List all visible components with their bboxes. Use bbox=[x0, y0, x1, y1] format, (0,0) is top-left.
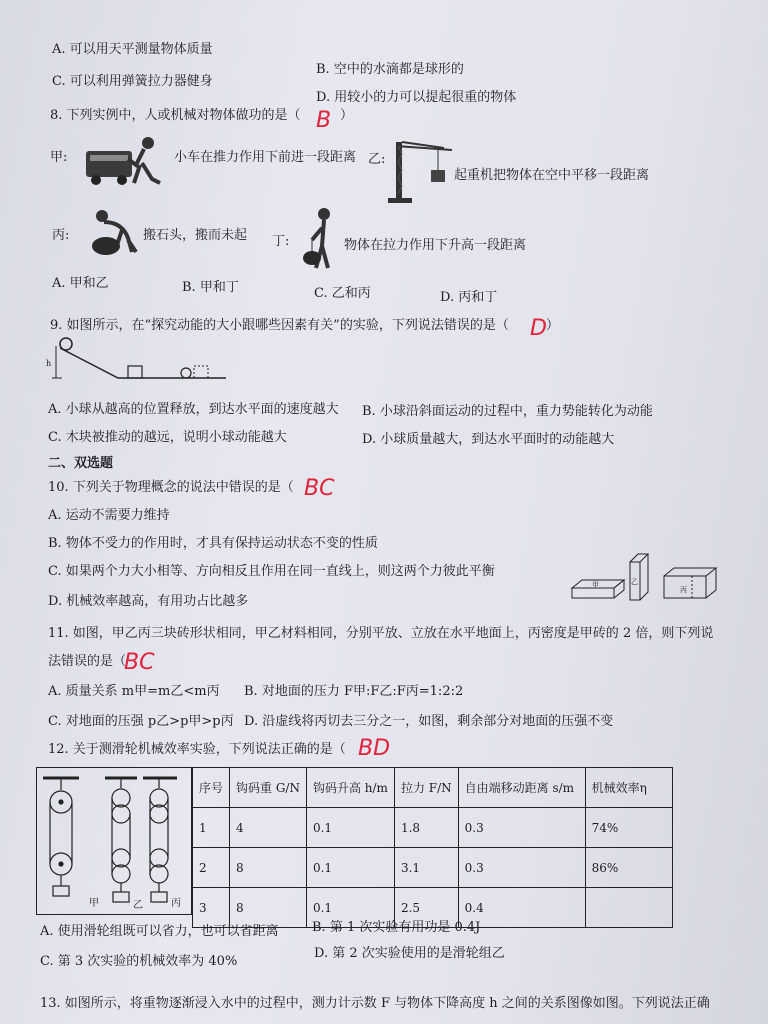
q10-option-b: B. 物体不受力的作用时，才具有保持运动状态不变的性质 bbox=[48, 536, 378, 551]
table-cell: 8 bbox=[230, 848, 307, 888]
ramp-height-label: h bbox=[46, 359, 52, 368]
q12-option-d: D. 第 2 次实验使用的是滑轮组乙 bbox=[314, 946, 505, 961]
q8-option-a: A. 甲和乙 bbox=[52, 276, 109, 291]
q9-handwritten-answer: D bbox=[530, 316, 547, 341]
table-cell: 74% bbox=[585, 808, 672, 848]
q10-handwritten-answer: BC bbox=[304, 476, 335, 501]
q8-ding-label: 丁: bbox=[272, 234, 290, 249]
q8-yi-text: 起重机把物体在空中平移一段距离 bbox=[454, 168, 650, 183]
table-header-row bbox=[193, 768, 673, 808]
q11-stem-line1: 11. 如图，甲乙丙三块砖形状相同，甲乙材料相同，分别平放、立放在水平地面上，丙密度是甲砖的 2 倍，则下列说 bbox=[48, 626, 714, 641]
q10-stem: 10. 下列关于物理概念的说法中错误的是（ bbox=[48, 480, 294, 495]
q9-option-b: B. 小球沿斜面运动的过程中，重力势能转化为动能 bbox=[362, 404, 653, 419]
q7-option-a: A. 可以用天平测量物体质量 bbox=[52, 42, 213, 57]
header-cell: 机械效率η bbox=[585, 768, 672, 808]
q9-close-paren: ） bbox=[546, 318, 560, 333]
q8-handwritten-answer: B bbox=[316, 108, 332, 133]
q8-close-paren: ） bbox=[340, 108, 354, 123]
table-cell: 0.3 bbox=[458, 808, 585, 848]
table-cell: 86% bbox=[585, 848, 672, 888]
q10-option-a: A. 运动不需要力维持 bbox=[48, 508, 170, 523]
q7-option-c: C. 可以利用弹簧拉力器健身 bbox=[52, 74, 213, 89]
brick-yi-label: 乙 bbox=[631, 578, 638, 586]
pulley-label-bing: 丙 bbox=[171, 898, 181, 909]
q11-handwritten-answer: BC bbox=[124, 650, 155, 675]
table-cell: 8 bbox=[230, 888, 307, 928]
q11-option-b: B. 对地面的压力 F甲:F乙:F丙=1:2:2 bbox=[244, 684, 464, 699]
table-cell: 3 bbox=[193, 888, 230, 928]
crane-image bbox=[384, 134, 454, 204]
brick-jia-label: 甲 bbox=[592, 581, 599, 589]
q8-ding-text: 物体在拉力作用下升高一段距离 bbox=[344, 238, 527, 253]
table-cell: 3.1 bbox=[394, 848, 458, 888]
table-cell: 2.5 bbox=[394, 888, 458, 928]
q12-option-b: B. 第 1 次实验有用功是 0.4J bbox=[312, 920, 481, 935]
table-cell: 0.1 bbox=[306, 888, 394, 928]
header-cell: 自由端移动距离 s/m bbox=[458, 768, 585, 808]
table-cell: 2 bbox=[193, 848, 230, 888]
q12-option-a: A. 使用滑轮组既可以省力，也可以省距离 bbox=[40, 924, 279, 939]
q8-stem: 8. 下列实例中，人或机械对物体做功的是（ bbox=[50, 108, 301, 123]
q8-option-c: C. 乙和丙 bbox=[314, 286, 371, 301]
q8-bing-label: 丙: bbox=[52, 228, 70, 243]
q11-option-d: D. 沿虚线将丙切去三分之一，如图，剩余部分对地面的压强不变 bbox=[244, 714, 614, 729]
q12-option-c: C. 第 3 次实验的机械效率为 40% bbox=[40, 954, 238, 969]
section-heading-double-choice: 二、双选题 bbox=[48, 456, 114, 471]
cart-push-image bbox=[82, 135, 172, 187]
header-cell: 序号 bbox=[193, 768, 230, 808]
q8-bing-text: 搬石头，搬而未起 bbox=[143, 228, 248, 243]
q9-stem: 9. 如图所示，在“探究动能的大小跟哪些因素有关”的实验，下列说法错误的是（ bbox=[50, 318, 509, 333]
header-cell: 拉力 F/N bbox=[394, 768, 458, 808]
ramp-experiment-figure bbox=[48, 336, 228, 386]
table-cell: 1.8 bbox=[394, 808, 458, 848]
q10-option-d: D. 机械效率越高，有用功占比越多 bbox=[48, 594, 249, 609]
q12-handwritten-answer: BD bbox=[358, 736, 391, 761]
q9-option-c: C. 木块被推动的越远，说明小球动能越大 bbox=[48, 430, 287, 445]
q8-yi-label: 乙: bbox=[368, 152, 386, 167]
bricks-figure bbox=[568, 552, 720, 604]
brick-bing-label: 丙 bbox=[680, 586, 687, 594]
q8-option-d: D. 丙和丁 bbox=[440, 290, 498, 305]
table-cell: 1 bbox=[193, 808, 230, 848]
q9-option-a: A. 小球从越高的位置释放，到达水平面的速度越大 bbox=[48, 402, 339, 417]
q12-stem: 12. 关于测滑轮机械效率实验，下列说法正确的是（ bbox=[48, 742, 346, 757]
table-cell: 0.4 bbox=[458, 888, 585, 928]
q8-jia-label: 甲: bbox=[50, 150, 68, 165]
table-cell: 0.1 bbox=[306, 808, 394, 848]
pulley-label-jia: 甲 bbox=[89, 898, 99, 909]
q11-option-c: C. 对地面的压强 p乙>p甲>p丙 bbox=[48, 714, 234, 729]
table-cell: 0.3 bbox=[458, 848, 585, 888]
pulley-figure-box bbox=[36, 767, 192, 915]
lifting-stone-image bbox=[82, 208, 142, 256]
q7-option-d: D. 用较小的力可以提起很重的物体 bbox=[316, 90, 517, 105]
table-cell: 0.1 bbox=[306, 848, 394, 888]
header-cell: 钩码重 G/N bbox=[230, 768, 307, 808]
q7-option-b: B. 空中的水滴都是球形的 bbox=[316, 62, 464, 77]
q8-option-b: B. 甲和丁 bbox=[182, 280, 239, 295]
table-cell: 4 bbox=[230, 808, 307, 848]
table-row bbox=[193, 848, 673, 888]
q11-option-a: A. 质量关系 m甲=m乙<m丙 bbox=[48, 684, 220, 699]
pulling-weight-image bbox=[294, 206, 340, 272]
q11-stem-line2: 法错误的是（ bbox=[48, 654, 127, 669]
table-row bbox=[193, 808, 673, 848]
pulley-systems-figure bbox=[37, 768, 191, 914]
pulley-label-yi: 乙 bbox=[133, 900, 143, 911]
q13-stem: 13. 如图所示，将重物逐渐浸入水中的过程中，测力计示数 F 与物体下降高度 h 之间的关系图像如图。下列说法正确 bbox=[40, 996, 710, 1011]
header-cell: 钩码升高 h/m bbox=[306, 768, 394, 808]
q8-jia-text: 小车在推力作用下前进一段距离 bbox=[174, 150, 357, 165]
q10-option-c: C. 如果两个力大小相等、方向相反且作用在同一直线上，则这两个力彼此平衡 bbox=[48, 564, 495, 579]
table-cell bbox=[585, 888, 672, 928]
pulley-data-table bbox=[192, 767, 673, 928]
q9-option-d: D. 小球质量越大，到达水平面时的动能越大 bbox=[362, 432, 615, 447]
